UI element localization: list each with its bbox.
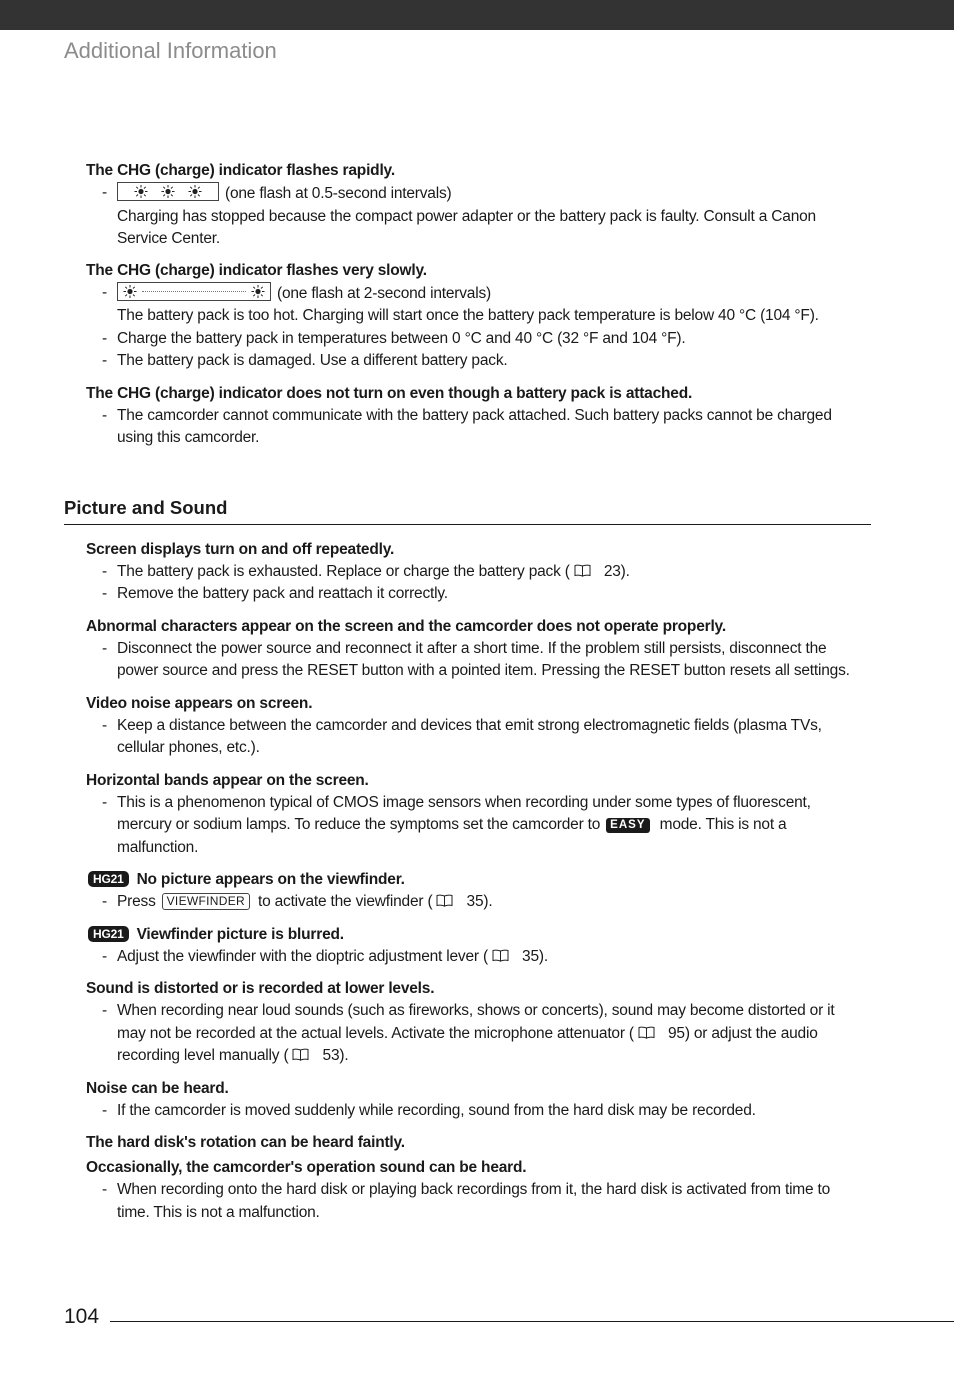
list-item: - Press VIEWFINDER to activate the viewfinder ( 35). xyxy=(102,893,493,910)
dotted-interval-line xyxy=(142,291,246,292)
list-item: - The battery pack is exhausted. Replace or charge the battery pack ( 23). xyxy=(102,562,630,580)
list-item: - When recording onto the hard disk or playing back recordings from it, the hard disk is activated from time to time. This is not a malfunction. xyxy=(102,1181,831,1221)
question-heading: The CHG (charge) indicator does not turn on even though a battery pack is attached. xyxy=(86,384,693,402)
book-reference-icon xyxy=(492,949,509,962)
question-heading: Abnormal characters appear on the screen and the camcorder does not operate properly. xyxy=(86,617,726,635)
question-heading: The CHG (charge) indicator flashes rapidly. xyxy=(86,162,395,179)
question-heading: HG21 No picture appears on the viewfinder. xyxy=(86,869,874,891)
picture-sound-section xyxy=(86,539,874,1225)
question-heading: The CHG (charge) indicator flashes very slowly. xyxy=(86,261,427,279)
question-heading: HG21 Viewfinder picture is blurred. xyxy=(86,924,874,946)
list-item: - Adjust the viewfinder with the dioptric adjustment lever ( 35). xyxy=(102,947,548,965)
list-item: - Remove the battery pack and reattach it correctly. xyxy=(102,585,448,602)
question-heading: Noise can be heard. xyxy=(86,1079,229,1097)
hg21-model-badge: HG21 xyxy=(88,926,129,942)
item-text: Charging has stopped because the compact power adapter or the battery pack is faulty. Consult a Canon xyxy=(117,207,816,225)
question-heading: Sound is distorted or is recorded at lower levels. xyxy=(86,980,435,997)
indicator-caption: (one flash at 2-second intervals) xyxy=(277,284,491,302)
page-number: 104 xyxy=(64,1305,100,1328)
hg21-model-badge: HG21 xyxy=(88,871,129,887)
list-item: - Charge the battery pack in temperatures between 0 °C and 40 °C (32 °F and 104 °F). xyxy=(102,329,686,347)
list-item: - This is a phenomenon typical of CMOS image sensors when recording under some types of fluorescent, mercury or sodium lamps. To reduce the symptoms set the camcorder to EASY mode. This is not a malfunction. xyxy=(102,793,811,856)
flash-icon xyxy=(161,183,175,200)
viewfinder-button-icon: VIEWFINDER xyxy=(162,893,250,910)
footer-rule xyxy=(110,1321,954,1322)
question-heading: Screen displays turn on and off repeatedly. xyxy=(86,540,395,558)
picture-and-sound-heading: Picture and Sound xyxy=(64,496,871,525)
slow-flash-indicator-icon xyxy=(117,282,271,301)
indicator-caption: (one flash at 0.5-second intervals) xyxy=(225,185,452,202)
question-heading: Video noise appears on screen. xyxy=(86,694,313,712)
charging-section xyxy=(86,160,874,450)
rapid-flash-indicator-icon xyxy=(117,182,219,201)
top-bar xyxy=(0,0,954,30)
easy-mode-icon: EASY xyxy=(606,818,649,833)
list-item: - The camcorder cannot communicate with the battery pack attached. Such battery packs cannot be charged using this camcorder. xyxy=(102,406,832,446)
question-heading: The hard disk's rotation can be heard faintly. xyxy=(86,1134,405,1151)
book-reference-icon xyxy=(638,1026,655,1039)
flash-icon xyxy=(123,283,137,300)
question-heading: Horizontal bands appear on the screen. xyxy=(86,771,369,789)
list-item: - The battery pack is damaged. Use a different battery pack. xyxy=(102,352,508,369)
list-item: - Keep a distance between the camcorder and devices that emit strong electromagnetic fields (plasma TVs, cellular phones, etc.). xyxy=(102,716,822,756)
flash-icon xyxy=(188,183,202,200)
book-reference-icon xyxy=(436,894,453,907)
book-reference-icon xyxy=(574,564,591,577)
list-item: - (one flash at 2-second intervals) The battery pack is too hot. Charging will start once the battery pack temperature is below 40 °C (104 °F). xyxy=(102,283,819,324)
list-item: - Disconnect the power source and reconnect it after a short time. If the problem still persists, disconnect the power source and press the RESET button with a pointed item. Pressing the RESET button resets all settings. xyxy=(102,639,850,679)
list-item: - If the camcorder is moved suddenly while recording, sound from the hard disk may be recorded. xyxy=(102,1101,756,1119)
page-content xyxy=(64,160,874,1224)
flash-icon xyxy=(251,283,265,300)
item-text: Service Center. xyxy=(117,230,220,247)
flash-icon xyxy=(134,183,148,200)
book-reference-icon xyxy=(292,1048,309,1061)
item-text: The battery pack is too hot. Charging will start once the battery pack temperature is below 40 °C (104 °F). xyxy=(117,307,819,324)
list-item: - (one flash at 0.5-second intervals) Charging has stopped because the compact power adapter or the battery pack is faulty. Consult a Canon Service Center. xyxy=(102,184,816,247)
section-header: Additional Information xyxy=(64,38,277,63)
list-item: - When recording near loud sounds (such as fireworks, shows or concerts), sound may become distorted or it may not be recorded at the actual levels. Activate the microphone attenuator ( 95) or adjust the audio recording level manually ( 53). xyxy=(102,1002,835,1064)
question-heading: Occasionally, the camcorder's operation sound can be heard. xyxy=(86,1159,527,1176)
